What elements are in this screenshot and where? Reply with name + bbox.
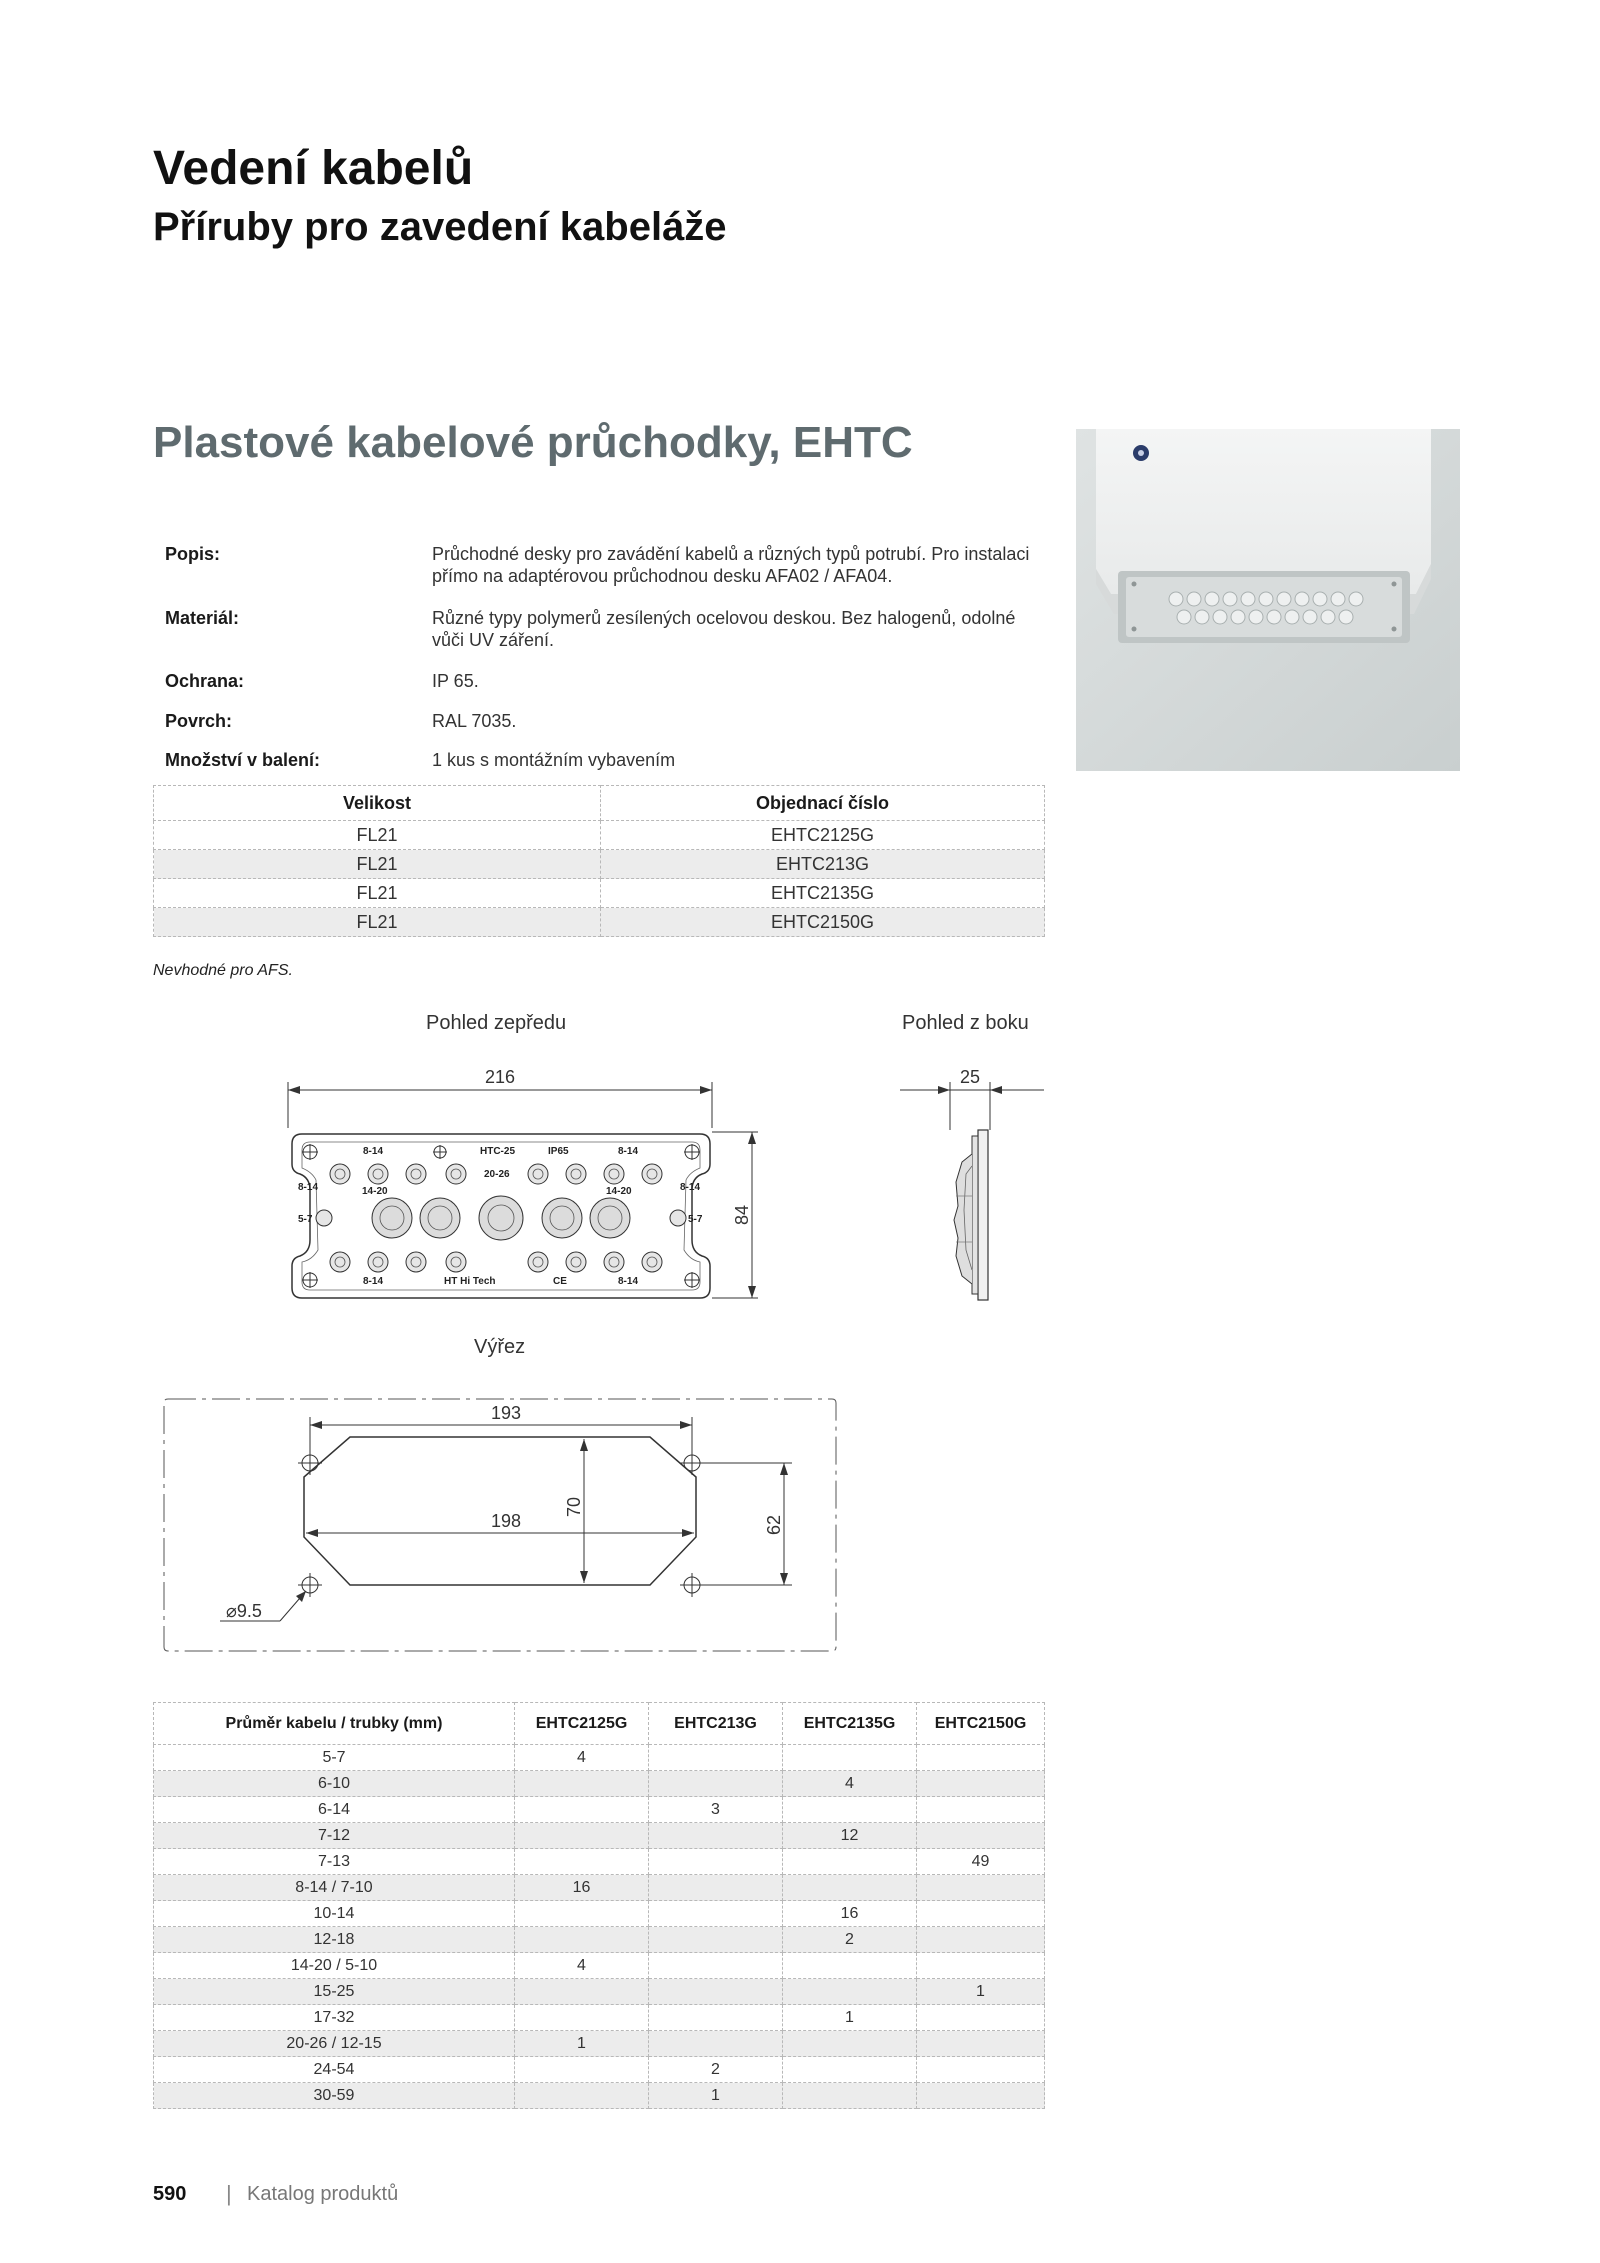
plate-marking: 20-26 [484,1169,510,1180]
plate-marking: CE [553,1276,567,1287]
spec-value: 1 kus s montážním vybavením [432,750,676,770]
spec-value: Různé typy polymerů zesílených ocelovou deskou. Bez halogenů, odolné vůči UV záření. [432,608,1016,650]
column-header: EHTC2125G [515,1703,649,1745]
table-cell: 3 [649,1797,783,1823]
table-cell [783,1849,917,1875]
table-cell [515,1771,649,1797]
table-cell: FL21 [154,850,601,879]
table-cell [515,1797,649,1823]
spec-list [153,540,1045,780]
spec-label: Povrch: [165,711,233,731]
plate-marking: 5-7 [298,1214,313,1225]
table-cell: 7-12 [154,1823,515,1849]
table-cell: 4 [515,1953,649,1979]
front-view-label: Pohled zepředu [426,1012,567,1034]
spec-label: Popis: [165,544,221,564]
table-row [154,2057,1045,2083]
product-title: Plastové kabelové průchodky, EHTC [153,418,913,467]
spec-value: IP 65. [432,671,479,691]
front-view-drawing [280,1070,760,1310]
table-row [154,850,1045,879]
table-cell [649,1901,783,1927]
order-table [153,785,1045,937]
plate-marking: 8-14 [680,1182,701,1193]
table-cell: FL21 [154,821,601,850]
table-cell: EHTC2135G [601,879,1045,908]
table-cell [783,1875,917,1901]
table-row [154,2005,1045,2031]
table-cell [917,2005,1045,2031]
table-row [154,1927,1045,1953]
table-row [154,2083,1045,2109]
table-cell [515,1849,649,1875]
footer-catalog-label: Katalog produktů [247,2183,399,2205]
table-cell: 12-18 [154,1927,515,1953]
table-row [154,821,1045,850]
plate-marking: 8-14 [618,1146,639,1157]
table-cell [917,1875,1045,1901]
spec-value: RAL 7035. [432,711,517,731]
table-cell: FL21 [154,908,601,937]
table-cell: 1 [515,2031,649,2057]
table-cell [515,1823,649,1849]
table-cell [649,2031,783,2057]
column-header: Průměr kabelu / trubky (mm) [154,1703,515,1745]
page-number: 590 [153,2183,187,2205]
table-cell [649,1875,783,1901]
table-cell: 17-32 [154,2005,515,2031]
table-cell: 6-10 [154,1771,515,1797]
page-title: Vedení kabelů [153,142,474,195]
table-cell [917,2083,1045,2109]
table-cell: 16 [515,1875,649,1901]
table-cell [649,1745,783,1771]
spec-row-ochrana [153,670,1045,692]
cable-table [153,1702,1045,2109]
table-cell [917,2057,1045,2083]
spec-label: Materiál: [165,608,240,628]
table-cell: 2 [649,2057,783,2083]
footer-separator: | [226,2181,232,2206]
spec-label: Ochrana: [165,671,245,691]
table-cell [783,1953,917,1979]
table-row [154,1953,1045,1979]
column-header: Objednací číslo [601,786,1045,821]
table-cell [649,2005,783,2031]
table-cell [783,1745,917,1771]
table-cell [917,1927,1045,1953]
dim-hole-diameter: ⌀9.5 [226,1601,262,1621]
table-cell [917,1745,1045,1771]
table-cell [649,1953,783,1979]
note-text: Nevhodné pro AFS. [153,962,293,979]
table-row [154,1979,1045,2005]
spec-row-mnozstvi [153,749,1045,771]
table-cell [783,2031,917,2057]
dim-cutout-height: 70 [564,1496,584,1518]
table-cell: 6-14 [154,1797,515,1823]
table-row [154,879,1045,908]
table-cell: FL21 [154,879,601,908]
spec-row-povrch [153,710,1045,732]
plate-marking: 14-20 [362,1186,388,1197]
table-cell: 5-7 [154,1745,515,1771]
table-row [154,1849,1045,1875]
table-cell: 4 [783,1771,917,1797]
table-cell [515,1927,649,1953]
column-header: EHTC2135G [783,1703,917,1745]
table-cell [917,1771,1045,1797]
plate-marking: HT Hi Tech [444,1276,496,1287]
spec-label: Množství v balení: [165,750,321,770]
table-cell [515,2005,649,2031]
column-header: EHTC213G [649,1703,783,1745]
table-row [154,1901,1045,1927]
plate-marking: HTC-25 [480,1146,516,1157]
table-cell [515,1901,649,1927]
table-cell: EHTC213G [601,850,1045,879]
dim-front-height: 84 [732,1204,752,1226]
plate-marking: 8-14 [363,1276,384,1287]
table-cell: 8-14 / 7-10 [154,1875,515,1901]
table-cell: 2 [783,1927,917,1953]
cutout-view-label: Výřez [474,1336,526,1358]
table-row [154,1771,1045,1797]
table-cell [783,2057,917,2083]
table-cell: 24-54 [154,2057,515,2083]
table-cell [649,1771,783,1797]
plate-marking: 14-20 [606,1186,632,1197]
table-row [154,1823,1045,1849]
table-cell [515,2057,649,2083]
table-cell: 16 [783,1901,917,1927]
table-cell [649,1823,783,1849]
table-cell: 20-26 / 12-15 [154,2031,515,2057]
plate-marking: 8-14 [618,1276,639,1287]
side-view-drawing [890,1070,1050,1310]
spec-row-material [153,607,1045,651]
table-cell [649,1849,783,1875]
spec-value: Průchodné desky pro zavádění kabelů a různých typů potrubí. Pro instalaci přímo na adaptérovou průchodnou desku AFA02 / AFA04. [432,544,1030,586]
table-cell: EHTC2125G [601,821,1045,850]
table-cell [917,1953,1045,1979]
table-cell: EHTC2150G [601,908,1045,937]
table-cell [783,1979,917,2005]
table-row [154,908,1045,937]
table-cell [917,1823,1045,1849]
table-header-row [154,1703,1045,1745]
table-cell: 7-13 [154,1849,515,1875]
table-cell: 1 [917,1979,1045,2005]
table-cell [917,1901,1045,1927]
table-cell: 49 [917,1849,1045,1875]
table-cell [917,2031,1045,2057]
table-cell [649,1979,783,2005]
table-cell [917,1797,1045,1823]
dim-side-depth: 25 [959,1070,981,1087]
page-subtitle: Příruby pro zavedení kabeláže [153,205,727,249]
table-cell: 4 [515,1745,649,1771]
table-cell: 30-59 [154,2083,515,2109]
table-row [154,1875,1045,1901]
table-cell: 1 [783,2005,917,2031]
table-cell: 1 [649,2083,783,2109]
dim-hole-vertical: 62 [764,1514,784,1536]
dim-hole-spacing: 193 [490,1403,522,1423]
table-cell [783,2083,917,2109]
cutout-drawing [160,1395,840,1655]
side-view-label: Pohled z boku [902,1012,1029,1034]
table-cell [783,1797,917,1823]
table-cell [515,2083,649,2109]
dim-front-width: 216 [484,1070,516,1087]
plate-marking: 5-7 [688,1214,703,1225]
plate-marking: 8-14 [298,1182,319,1193]
dim-cutout-width: 198 [490,1511,522,1531]
table-cell: 12 [783,1823,917,1849]
table-cell [649,1927,783,1953]
table-header-row [154,786,1045,821]
spec-row-popis [153,543,1045,587]
product-photo [1076,429,1460,771]
plate-marking: IP65 [548,1146,569,1157]
table-row [154,1745,1045,1771]
table-cell: 14-20 / 5-10 [154,1953,515,1979]
table-row [154,1797,1045,1823]
column-header: Velikost [154,786,601,821]
plate-marking: 8-14 [363,1146,384,1157]
column-header: EHTC2150G [917,1703,1045,1745]
table-row [154,2031,1045,2057]
table-cell [515,1979,649,2005]
table-cell: 15-25 [154,1979,515,2005]
table-cell: 10-14 [154,1901,515,1927]
